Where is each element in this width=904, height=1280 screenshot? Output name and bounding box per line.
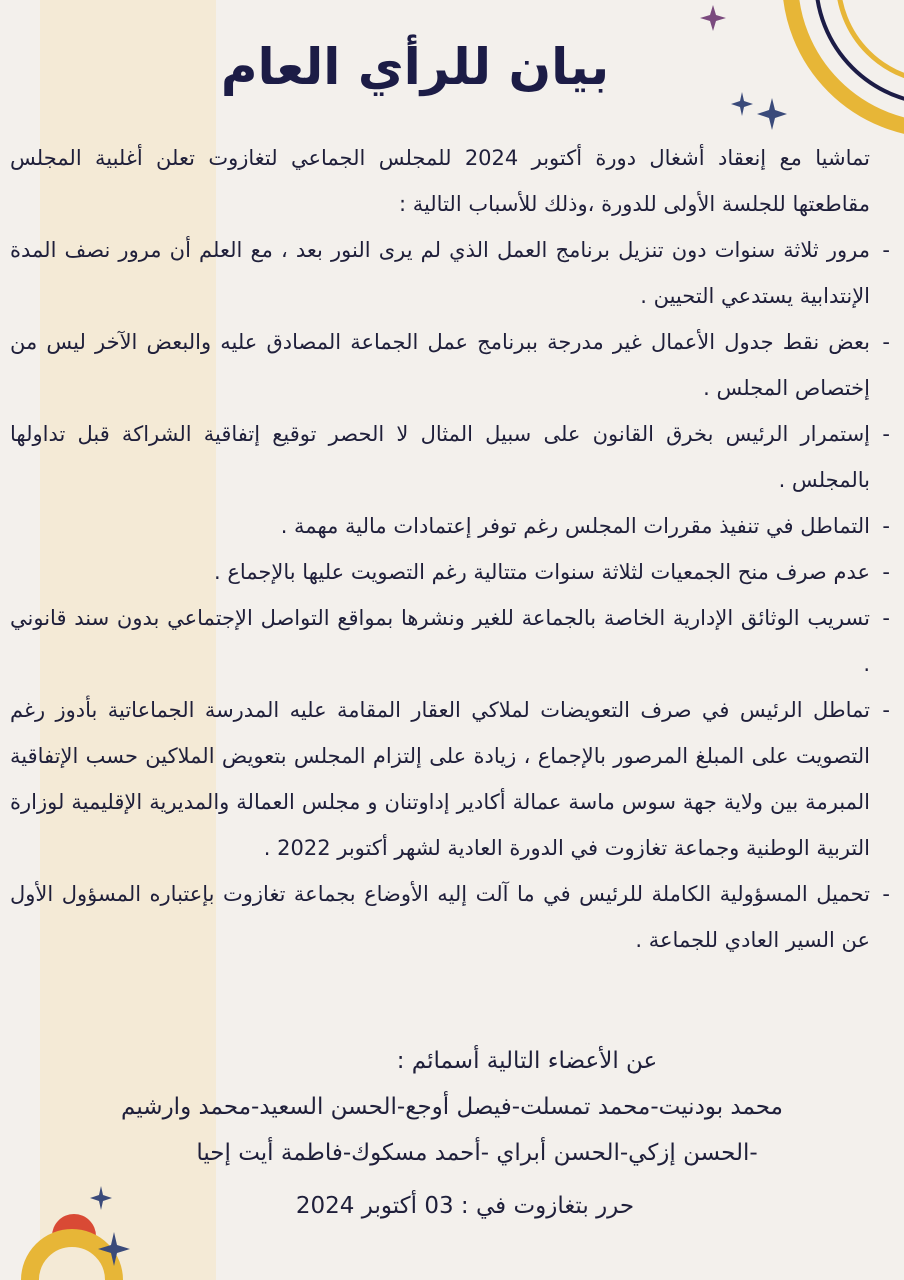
reason-item	[10, 503, 894, 549]
signatories-line-2: -الحسن إزكي-الحسن أبراي -أحمد مسكوك-فاطمة أيت إحيا	[196, 1140, 758, 1166]
reason-item	[10, 595, 894, 687]
reason-text: بعض نقط جدول الأعمال غير مدرجة ببرنامج عمل الجماعة المصادق عليه والبعض الآخر ليس من إختصاص المجلس .	[10, 330, 870, 400]
reason-item	[10, 227, 894, 319]
bullet-dash: -	[882, 560, 890, 584]
statement-body	[10, 135, 894, 963]
reason-text: تماطل الرئيس في صرف التعويضات لملاكي العقار المقامة عليه المدرسة الجماعاتية بأدوز رغم التصويت على المبلغ المرصور بالإجماع ، زيادة على إلتزام المجلس بتعويض الملاكين حسب الإتفاقية المبرمة بين ولاية جهة سوس ماسة عمالة أكادير إداوتنان و مجلس العمالة والمديرية الإقليمية لوزارة التربية الوطنية وجماعة تغازوت في الدورة العادية لشهر أكتوبر 2022 .	[10, 698, 870, 860]
reason-text: إستمرار الرئيس بخرق القانون على سبيل المثال لا الحصر توقيع إتفاقية الشراكة قبل تداولها بالمجلس .	[10, 422, 870, 492]
bullet-dash: -	[882, 514, 890, 538]
reason-text: تسريب الوثائق الإدارية الخاصة بالجماعة للغير ونشرها بمواقع التواصل الإجتماعي بدون سند قانوني .	[10, 606, 870, 676]
bullet-dash: -	[882, 606, 890, 630]
bullet-dash: -	[882, 882, 890, 906]
page-title: بيان للرأي العام	[220, 38, 610, 96]
reason-item	[10, 871, 894, 963]
reason-item	[10, 411, 894, 503]
bullet-dash: -	[882, 238, 890, 262]
reason-text: تحميل المسؤولية الكاملة للرئيس في ما آلت إليه الأوضاع بجماعة تغازوت بإعتباره المسؤول الأول عن السير العادي للجماعة .	[10, 882, 870, 952]
reason-text: عدم صرف منح الجمعيات لثلاثة سنوات متتالية رغم التصويت عليها بالإجماع .	[214, 560, 870, 584]
bullet-dash: -	[882, 330, 890, 354]
sparkle-icon	[700, 5, 726, 31]
signatories-block	[0, 1038, 904, 1176]
reason-text: التماطل في تنفيذ مقررات المجلس رغم توفر إعتمادات مالية مهمة .	[280, 514, 870, 538]
intro-paragraph: تماشيا مع إنعقاد أشغال دورة أكتوبر 2024 للمجلس الجماعي لتغازوت تعلن أغلبية المجلس مقاطعتها للجلسة الأولى للدورة ،وذلك للأسباب التالية :	[10, 146, 870, 216]
reason-item	[10, 319, 894, 411]
reason-item	[10, 549, 894, 595]
signatories-intro: عن الأعضاء التالية أسمائم :	[396, 1048, 658, 1074]
reason-item	[10, 687, 894, 871]
sparkle-icon	[757, 98, 787, 130]
bullet-dash: -	[882, 698, 890, 722]
signatories-line-1: محمد بودنيت-محمد تمسلت-فيصل أوجع-الحسن السعيد-محمد وارشيم	[121, 1094, 783, 1120]
reason-text: مرور ثلاثة سنوات دون تنزيل برنامج العمل الذي لم يرى النور بعد ، مع العلم أن مرور نصف المدة الإنتدابية يستدعي التحيين .	[10, 238, 870, 308]
bullet-dash: -	[882, 422, 890, 446]
footer-date: حرر بتغازوت في : 03 أكتوبر 2024	[295, 1193, 635, 1219]
